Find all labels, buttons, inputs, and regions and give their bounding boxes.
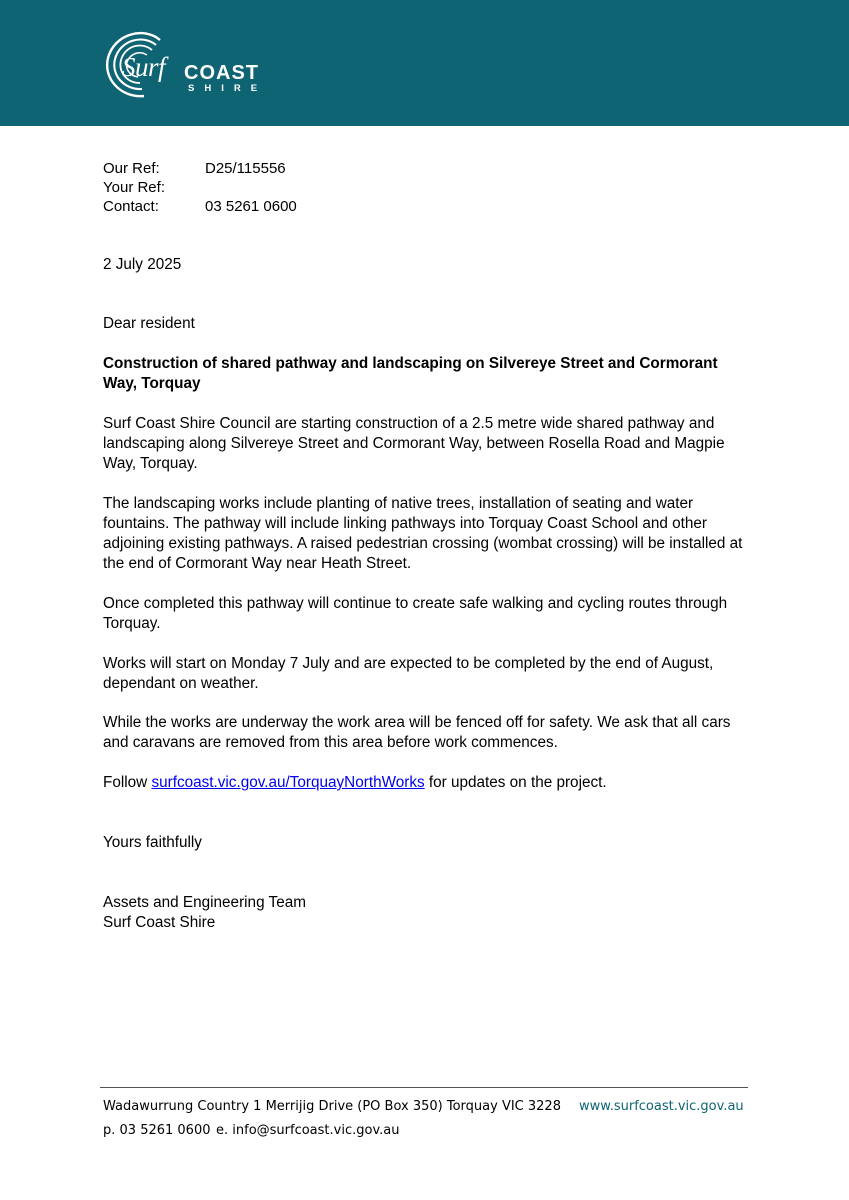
logo-word-shire: SHIRE [188,83,268,94]
letterhead-banner [0,0,849,126]
contact-value: 03 5261 0600 [205,198,297,215]
salutation: Dear resident [103,315,195,332]
logo-word-surf: Surf [122,52,166,82]
signature-organisation: Surf Coast Shire [103,914,216,931]
body-paragraph-1: Surf Coast Shire Council are starting construction of a 2.5 metre wide shared pathway and landscaping along Silvereye Street and Cormorant Way, between Rosella Road and Magpie Way, Torquay. [103,415,725,472]
follow-paragraph [103,773,753,793]
body-paragraph-3: Once completed this pathway will continue to create safe walking and cycling routes through Torquay. [103,595,728,632]
footer-address: Wadawurrung Country 1 Merrijig Drive (PO Box 350) Torquay VIC 3228 [103,1099,561,1114]
letter-subject: Construction of shared pathway and landscaping on Silvereye Street and Cormorant Way, Torquay [103,355,718,392]
footer-website[interactable]: www.surfcoast.vic.gov.au [579,1099,744,1114]
footer-email[interactable]: e. info@surfcoast.vic.gov.au [216,1123,400,1138]
body-paragraph-5: While the works are underway the work area will be fenced off for safety. We ask that all cars and caravans are removed from this area before work commences. [103,714,731,751]
logo-word-coast: COAST [184,62,259,84]
contact-label: Contact: [103,198,159,215]
footer-divider [100,1087,748,1088]
signature-team: Assets and Engineering Team [103,894,306,911]
body-paragraph-2: The landscaping works include planting of native trees, installation of seating and water fountains. The pathway will include linking pathways into Torquay Coast School and other adjoining existing pathways. A raised pedestrian crossing (wombat crossing) will be installed at the end of Cormorant Way near Heath Street. [103,495,743,572]
footer-phone: p. 03 5261 0600 [103,1123,211,1138]
follow-prefix: Follow [103,774,152,791]
surf-coast-shire-logo [100,28,280,100]
follow-suffix: for updates on the project. [424,774,607,791]
closing: Yours faithfully [103,834,202,851]
body-paragraph-4: Works will start on Monday 7 July and are expected to be completed by the end of August, dependant on weather. [103,655,714,692]
your-ref-label: Your Ref: [103,179,165,196]
project-updates-link[interactable]: surfcoast.vic.gov.au/TorquayNorthWorks [151,774,425,791]
letter-date: 2 July 2025 [103,256,182,273]
our-ref-label: Our Ref: [103,160,160,177]
our-ref-value: D25/115556 [205,160,286,177]
